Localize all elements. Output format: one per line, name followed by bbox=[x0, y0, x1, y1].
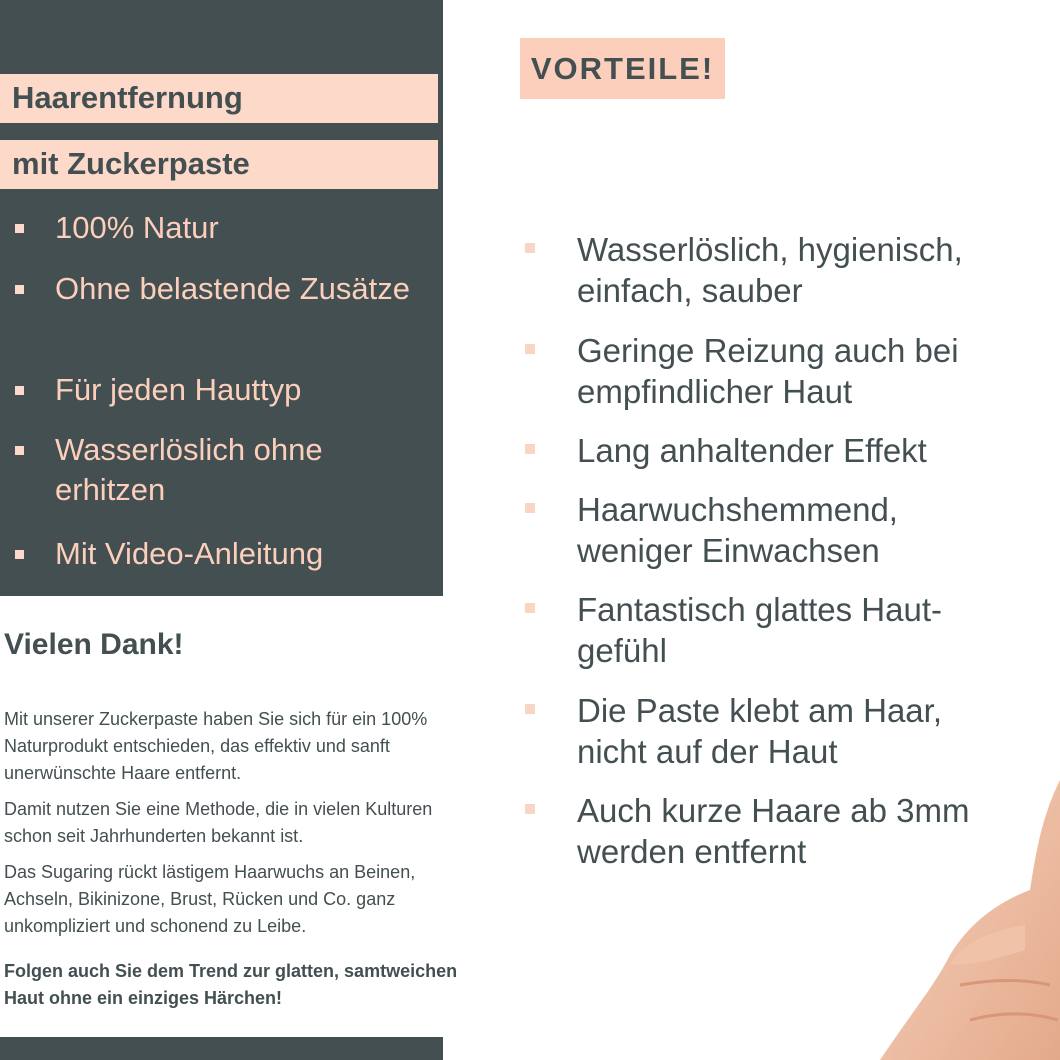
thanks-heading: Vielen Dank! bbox=[4, 628, 184, 661]
square-bullet-icon bbox=[525, 243, 535, 253]
thanks-paragraph-1: Mit unserer Zuckerpaste haben Sie sich für ein 100% Naturprodukt entschieden, das effektiv und sanft unerwünschte Haare entfernt. bbox=[4, 709, 428, 783]
thanks-paragraph-2: Damit nutzen Sie eine Methode, die in vielen Kulturen schon seit Jahrhunderten bekannt ist. bbox=[4, 799, 433, 846]
left-panel: Haarentfernung mit Zuckerpaste 100% Natur Ohne belastende Zusätze Für jeden Hauttyp Wasserlöslich ohne erhitzen Mit Video-Anleitung bbox=[0, 0, 443, 596]
benefits-heading: VORTEILE! bbox=[520, 38, 725, 99]
thanks-paragraph-3: Das Sugaring rückt lästigem Haarwuchs an Beinen, Achseln, Bikinizone, Brust, Rücken und Co. ganz unkompliziert und schonend zu Leibe. bbox=[4, 862, 416, 936]
square-bullet-icon bbox=[525, 444, 535, 454]
square-bullet-icon bbox=[15, 285, 24, 294]
square-bullet-icon bbox=[15, 446, 24, 455]
square-bullet-icon bbox=[525, 704, 535, 714]
square-bullet-icon bbox=[525, 804, 535, 814]
hand-image bbox=[840, 780, 1060, 1060]
square-bullet-icon bbox=[15, 550, 24, 559]
square-bullet-icon bbox=[525, 603, 535, 613]
square-bullet-icon bbox=[15, 224, 24, 233]
square-bullet-icon bbox=[15, 386, 24, 395]
thanks-closing: Folgen auch Sie dem Trend zur glatten, samtweichen Haut ohne ein einziges Härchen! bbox=[4, 961, 458, 1008]
square-bullet-icon bbox=[525, 344, 535, 354]
product-title-line2: mit Zuckerpaste bbox=[0, 140, 438, 189]
square-bullet-icon bbox=[525, 503, 535, 513]
product-title-line1: Haarentfernung bbox=[0, 74, 438, 123]
bottom-strip bbox=[0, 1037, 443, 1060]
